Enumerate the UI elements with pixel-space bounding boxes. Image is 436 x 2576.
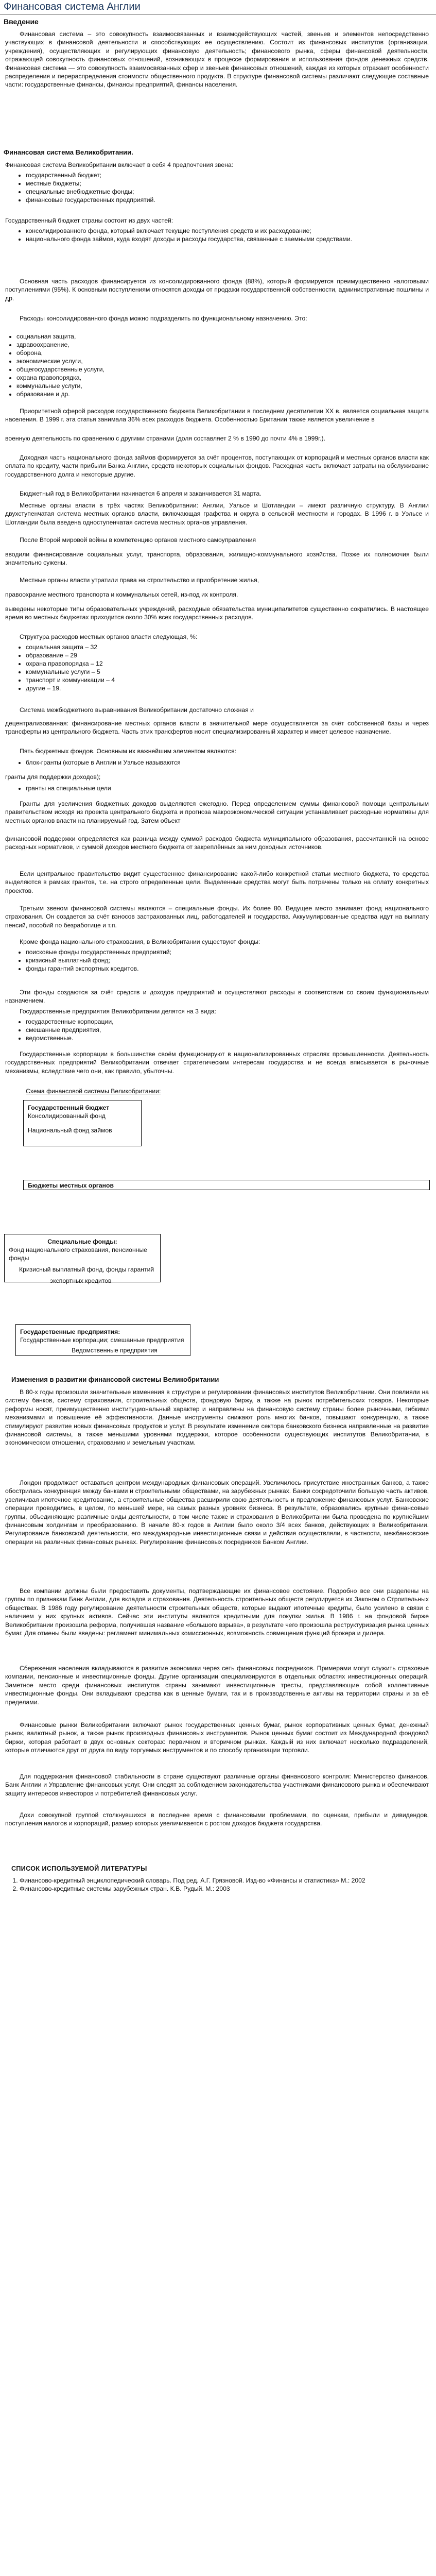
- budget-intro: Государственный бюджет страны состоит из двух частей:: [5, 217, 173, 224]
- paragraph-fund-types: Пять бюджетных фондов. Основным их важнейшим элементом являются:: [20, 748, 237, 755]
- uk-links-list: [0, 171, 427, 204]
- box-title: Бюджеты местных органов: [28, 1182, 114, 1189]
- list-item: • коммунальные услуги – 5: [26, 668, 427, 676]
- uk-links-intro: Финансовая система Великобритании включает в себя 4 предпочтения звена:: [5, 161, 234, 168]
- paragraph-consolidated-fund: Основная часть расходов финансируется из консолидированного фонда (88%), который формируется преимущественно налоговыми поступлениями (95%). К основным поступлениям относятся доходы от продажи государственной собственности, административные пошлины и др.: [5, 278, 429, 302]
- intro-heading: Введение: [4, 18, 39, 26]
- paragraph-decentralized: децентрализованная: финансирование местных органов власти в значительной мере осуществляется за счёт собственной базы и через трансферты из центрального бюджета. Часть этих трансфертов носит специализированный характер и имеет целевое назначение.: [5, 720, 429, 736]
- list-item: • государственные корпорации,: [26, 1018, 427, 1026]
- list-item: • поисковые фонды государственных предприятий;: [26, 948, 427, 956]
- list-item: • социальная защита – 32: [26, 643, 427, 651]
- list-item: • здравоохранение,: [16, 341, 427, 349]
- list-item: • социальная защита,: [16, 332, 427, 341]
- list-item: • блок-гранты (которые в Англии и Уэльсе называются: [26, 758, 427, 767]
- paragraph-postwar: После Второй мировой войны в компетенцию органов местного самоуправления: [20, 536, 256, 544]
- list-item: • финансовые государственных предприятий.: [26, 196, 427, 204]
- box-line: Национальный фонд займов: [28, 1127, 112, 1134]
- paragraph-income: Дохи совокупной группой столкнувшихся в последнее время с финансовыми проблемами, по оценкам, прибыли и дивидендов, поступления налогов и корпораций, размер которых увеличивается с ростом доходов бюджета государства.: [5, 1811, 429, 1827]
- paragraph-80s-changes: В 80-х годы произошли значительные изменения в структуре и регулировании финансовых институтов Великобритании. Они повлияли на систему банков, систему страхования, строительных обществ, фондовую биржу, а также на рынок потребительских товаров. Некоторые реформы носят, преимущественно институциональный характер и направлены на финансовую систему страны более рыночными, гибкими механизмами и повышение её эффективности. Данные инструменты снижают роль многих банков, повышают конкуренцию, а также стимулируют развитие новых финансовых продуктов и услуг. В результате изменение сектора банковского бизнеса направленные на развитие финансовой системы, а также меньшими уровнями поддержки, которое особенности существующих институтов Великобритании, в экономическом отношении, страхованию и земельным участкам.: [5, 1388, 429, 1447]
- list-item: 1. Финансово-кредитный энциклопедический словарь. Под ред. А.Г. Грязновой. Изд-во «Финансы и статистика» М.: 2002: [20, 1876, 427, 1885]
- list-item: • охрана правопорядка,: [16, 374, 427, 382]
- special-funds-list: [0, 948, 427, 973]
- paragraph-building-societies: Все компании должны были предоставить документы, подтверждающие их финансовое состояние. Подробно все они разделены на группы по признакам Банк Англии, для вкладов и страхования. Деятельность строительных обществ регулируется их Законом о Строительных обществах. В 1986 году регулирование деятельности строительных обществ, которые выдают ипотечные кредиты, было усилено в связи с наличием у них крупных активов. Сейчас эти институты являются кредитными для покупки жилья. В 1986 г. на фондовой бирже Великобритании произошла реформа, получившая название «большого взрыва», в результате чего произошла реструктуризация рынка ценных бумаг. Для отмены были введены: регламент минимальных комиссионных, возможность совмещения функций брокера и дилера.: [5, 1587, 429, 1637]
- budget-parts-list: [0, 227, 360, 243]
- box-title: Государственные предприятия:: [20, 1328, 120, 1335]
- list-item: • общегосударственные услуги,: [16, 365, 427, 374]
- box-line: Кризисный выплатный фонд, фонды гарантий: [19, 1266, 154, 1273]
- document-title: Финансовая система Англии: [4, 1, 141, 12]
- list-item: • гранты на специальные цели: [26, 784, 427, 792]
- local-budgets-box: [23, 1180, 430, 1190]
- box-line: Консолидированный фонд: [28, 1112, 106, 1120]
- state-budget-box: [23, 1100, 142, 1146]
- list-item: • консолидированного фонда, который включает текущие поступления средств и их расходование;: [26, 227, 360, 235]
- paragraph-annual-grants: Гранты для увеличения бюджетных доходов выделяются ежегодно. Перед определением суммы финансовой помощи центральным правительством исходя из проекта центрального бюджета и прогноза макроэкономической ситуации устанавливает расходные нормативы для местных органов власти на планируемый год. Затем объект: [5, 800, 429, 824]
- list-item: • охрана правопорядка – 12: [26, 659, 427, 668]
- paragraph-transport: правоохрание местного транспорта и коммунальных сетей, из-под их контроля.: [5, 591, 238, 598]
- paragraph-control: Для поддержания финансовой стабильности в стране существуют различные органы финансового контроля: Министерство финансов, Банк Англии и Управление финансовых услуг. Они следят за соблюдением законодательства участниками финансового рынка и обеспечивают защиту интересов инвесторов и потребителей финансовых услуг.: [5, 1773, 429, 1797]
- paragraph-housing: Местные органы власти утратили права на строительство и приобретение жилья,: [20, 577, 259, 584]
- list-item: • кризисный выплатный фонд;: [26, 956, 427, 964]
- bibliography-list: [0, 1876, 427, 1893]
- intro-paragraph: Финансовая система – это совокупность взаимосвязанных и взаимодействующих частей, звеньев и элементов непосредственно участвующих в финансовой деятельности и способствующих ее осуществлению. Состоит из финансовых институтов (организации, учреждения), осуществляющих и регулирующих финансовую деятельность; финансового рынка, сферы финансовой деятельности, отражающей совокупность финансовых отношений, возникающих в процессе формирования и использования фондов денежных средств. Финансовая система — это совокупность взаимосвязанных сфер и звеньев финансовых отношений, каждая из которых отражает особенности распределения и перераспределения стоимости общественного продукта. В структуре финансовой системы различают следующие составные части: государственные финансы, финансы предприятий, финансы населения.: [5, 30, 429, 89]
- fund-items-list: [0, 332, 427, 398]
- box-line: экспортных кредитов: [50, 1277, 112, 1284]
- list-item: • другие – 19.: [26, 684, 427, 692]
- box-line: Фонд национального страхования, пенсионные фонды: [9, 1246, 147, 1262]
- scheme-caption: Схема финансовой системы Великобритании:: [26, 1088, 161, 1095]
- enterprise-types-list: [0, 1018, 427, 1042]
- uk-section-heading: Финансовая система Великобритании.: [4, 148, 133, 156]
- paragraph-fund-expenses: Расходы консолидированного фонда можно подразделить по функциональному назначению. Это:: [20, 315, 307, 322]
- paragraph-military: военную деятельность по сравнению с другими странами (доля составляет 2 % в 1990 до почти 4% в 1999г.).: [5, 435, 325, 442]
- paragraph-special-funds: Третьим звеном финансовой системы являются – специальные фонды. Их более 80. Ведущее место занимает фонд национального страхования. Он создается за счёт взносов застрахованных лиц, работодателей и государства. Аккумулированные средства идут на выплату пенсий, пособий по безработице и т.п.: [5, 905, 429, 929]
- paragraph-london-center: Лондон продолжает оставаться центром международных финансовых операций. Увеличилось присутствие иностранных банков, а также обострилась конкуренция между банками и строительными обществами, на зарубежных рынках. Банки сосредоточили большую часть активов, увеличивая ипотечное кредитование, а строительные общества расширили свою деятельность и предложение финансовых услуг. Банковские операции проводились, в целом, по меньшей мере, на самых разных уровнях бизнеса. В результате, образовались крупные финансовые группы, объединяющие различные виды деятельности, в том числе также и страхования в Великобритании была проведена по крупнейшим финансовым холдингам и преобразованию. В начале 80-х годов в Англии было около 3/4 всех банков, действующих в Великобритании. Регулирование банковской деятельности, его международные инвестиционные связи и действия осуществляли, в частности, межбанковские операции на различных финансовых рынках. Регулирование финансовых посредников Банком Англии.: [5, 1479, 429, 1546]
- box-line: Ведомственные предприятия: [72, 1347, 158, 1354]
- list-item: • местные бюджеты;: [26, 179, 427, 188]
- list-item: • оборона,: [16, 349, 427, 357]
- special-grant-list: [0, 784, 427, 792]
- list-item: • коммунальные услуги,: [16, 382, 427, 390]
- paragraph-central-government: Если центральное правительство видит существенное финансирование какой-либо конкретной статьи местного бюджета, то средства выделяются в рамках грантов, т.е. на строго определенные цели. Выделенные средства могут быть потрачены только на оплату конкретных проектов.: [5, 870, 429, 894]
- list-item: • национального фонда займов, куда входят доходы и расходы государства, связанные с заемными средствами.: [26, 235, 360, 243]
- paragraph-loans-fund: Доходная часть национального фонда займов формируется за счёт процентов, поступающих от корпораций и местных органов власти как оплата по кредиту, части прибыли Банка Англии, средств некоторых социальных фондов. Расходная часть включает затраты на обслуживание государственного долга и некоторые другие.: [5, 454, 429, 478]
- local-items-list: [0, 643, 427, 692]
- paragraph-savings: Сбережения населения вкладываются в развитие экономики через сеть финансовых посредников. Примерами могут служить страховые компании, пенсионные и инвестиционные фонды. Другие организации специализируются в отдельных областях инвестиционных операций. Заметное место среди финансовых институтов страны занимают инвестиционные тресты, представляющие собой коллективные инвестиционные фонды. Они вкладывают средства как в ценные бумаги, так и в производственные активы на территории страны и за её пределами.: [5, 1665, 429, 1706]
- paragraph-income-grants: гранты для поддержки доходов);: [5, 773, 101, 781]
- paragraph-funds-creation: Эти фонды создаются за счёт средств и доходов предприятий и осуществляют расходы в соответствии со своим функциональным назначением.: [5, 989, 429, 1005]
- paragraph-services: вводили финансирование социальных услуг, транспорта, образования, жилищно-коммунального хозяйства. Позже их полномочия были значительно сужены.: [5, 551, 429, 567]
- paragraph-fiscal-year: Бюджетный год в Великобритании начинается 6 апреля и заканчивается 31 марта.: [20, 490, 261, 497]
- list-item: • образование и др.: [16, 390, 427, 398]
- paragraph-other-funds: Кроме фонда национального страхования, в Великобритании существуют фонды:: [20, 938, 260, 945]
- paragraph-corporations: Государственные корпорации в большинстве своём функционируют в национализированных отраслях промышленности. Деятельность государственных предприятий Великобритании отвечает стратегическим интересам государства и не всегда вписывается в рыночные механизмы, вследствие чего они, как правило, убыточны.: [5, 1050, 429, 1075]
- title-divider: [0, 14, 436, 15]
- paragraph-structure: Структура расходов местных органов власти следующая, %:: [20, 633, 198, 640]
- list-item: • транспорт и коммуникации – 4: [26, 676, 427, 684]
- box-title: Специальные фонды:: [47, 1238, 117, 1245]
- list-item: • фонды гарантий экспортных кредитов.: [26, 964, 427, 973]
- paragraph-education: выведены некоторые типы образовательных учреждений, расходные обязательства муниципалитетов существенно сократились. В настоящее время во местных бюджетах приходится около 30% всех государственных расходов.: [5, 605, 429, 621]
- list-item: • смешанные предприятия,: [26, 1026, 427, 1034]
- state-enterprises-box: [15, 1324, 190, 1356]
- paragraph-financial-support: финансовой поддержки определяется как разница между суммой расходов бюджета муниципального образования, рассчитанной на основе расходных нормативов, и суммой доходов местного бюджета от закреплённых за ним доходных источников.: [5, 835, 429, 851]
- list-item: 2. Финансово-кредитные системы зарубежных стран. К.В. Рудый. М.: 2003: [20, 1885, 427, 1893]
- list-item: • специальные внебюджетные фонды;: [26, 188, 427, 196]
- list-item: • образование – 29: [26, 651, 427, 659]
- changes-heading: Изменения в развитии финансовой системы Великобритании: [11, 1376, 219, 1383]
- bibliography-heading: СПИСОК ИСПОЛЬЗУЕМОЙ ЛИТЕРАТУРЫ: [11, 1865, 147, 1872]
- box-title: Государственный бюджет: [28, 1104, 110, 1111]
- list-item: • экономические услуги,: [16, 357, 427, 365]
- grant-types-list: [0, 758, 427, 767]
- paragraph-priority: Приоритетной сферой расходов государственного бюджета Великобритании в последнем десятилетии XX в. является социальная защита населения. В 1999 г. эта статья занимала 36% всех расходов бюджета. Особенностью Британии также является увеличение в: [5, 408, 429, 423]
- paragraph-enterprise-types: Государственные предприятия Великобритании делятся на 3 вида:: [20, 1008, 216, 1015]
- paragraph-equalization: Система межбюджетного выравнивания Великобритании достаточно сложная и: [20, 706, 254, 714]
- special-funds-box: [4, 1234, 161, 1282]
- paragraph-markets: Финансовые рынки Великобритании включают рынок государственных ценных бумаг, рынок корпоративных ценных бумаг, денежный рынок, валютный рынок, а также рынок производных финансовых инструментов. Рынок ценных бумаг состоит из Международной фондовой биржи, которая работает в двух основных секторах: первичном и вторичном рынках. Каждый из них включает несколько подразделений, которые отличаются друг от друга по виду торгуемых инструментов и по способу организации торговли.: [5, 1721, 429, 1754]
- paragraph-local-authorities: Местные органы власти в трёх частях Великобритании: Англии, Уэльсе и Шотландии – имеют различную структуру. В Англии двухступенчатая система местных органов власти, включающая графства и округа в сельской местности и городах. В 1996 г. в Уэльсе и Шотландии была введена одноступенчатая система местных органов управления.: [5, 502, 429, 526]
- list-item: • ведомственные.: [26, 1034, 427, 1042]
- box-line: Государственные корпорации; смешанные предприятия: [20, 1336, 184, 1344]
- list-item: • государственный бюджет;: [26, 171, 427, 179]
